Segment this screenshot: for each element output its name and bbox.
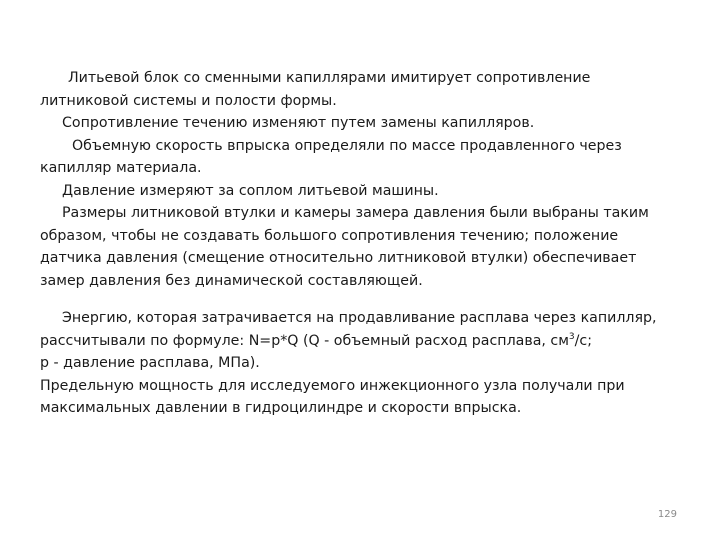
text-line: Объемную скорость впрыска определяли по массе продавленного через	[72, 137, 622, 154]
text-line: литниковой системы и полости формы.	[40, 92, 337, 109]
text-block-main	[40, 67, 690, 292]
text-line: Давление измеряют за соплом литьевой машины.	[62, 182, 439, 199]
formula-text: рассчитывали по формуле: N=p*Q (Q - объемный расход расплава, см	[40, 332, 569, 349]
text-line: р - давление расплава, МПа).	[40, 355, 260, 371]
text-line: образом, чтобы не создавать большого сопротивления течению; положение	[40, 227, 619, 244]
text-line: максимальных давлении в гидроцилиндре и скорости впрыска.	[40, 400, 522, 416]
text-line: Литьевой блок со сменными капиллярами имитирует сопротивление	[68, 70, 591, 86]
text-line: Размеры литниковой втулки и камеры замера давления были выбраны таким	[62, 205, 649, 221]
text-line: замер давления без динамической составляющей.	[40, 272, 423, 289]
text-line: Энергию, которая затрачивается на продавливание расплава через капилляр,	[62, 310, 657, 326]
text-line: Предельную мощность для исследуемого инжекционного узла получали при	[40, 377, 625, 394]
formula-text-end: /с;	[574, 332, 593, 349]
unit-superscript: 3	[568, 331, 575, 342]
formula-line	[40, 330, 690, 353]
page-number: 129	[657, 509, 677, 520]
text-line: капилляр материала.	[40, 160, 202, 176]
text-block-formula	[40, 307, 690, 420]
text-line: датчика давления (смещение относительно литниковой втулки) обеспечивает	[40, 250, 637, 266]
text-line: Сопротивление течению изменяют путем замены капилляров.	[62, 115, 535, 131]
